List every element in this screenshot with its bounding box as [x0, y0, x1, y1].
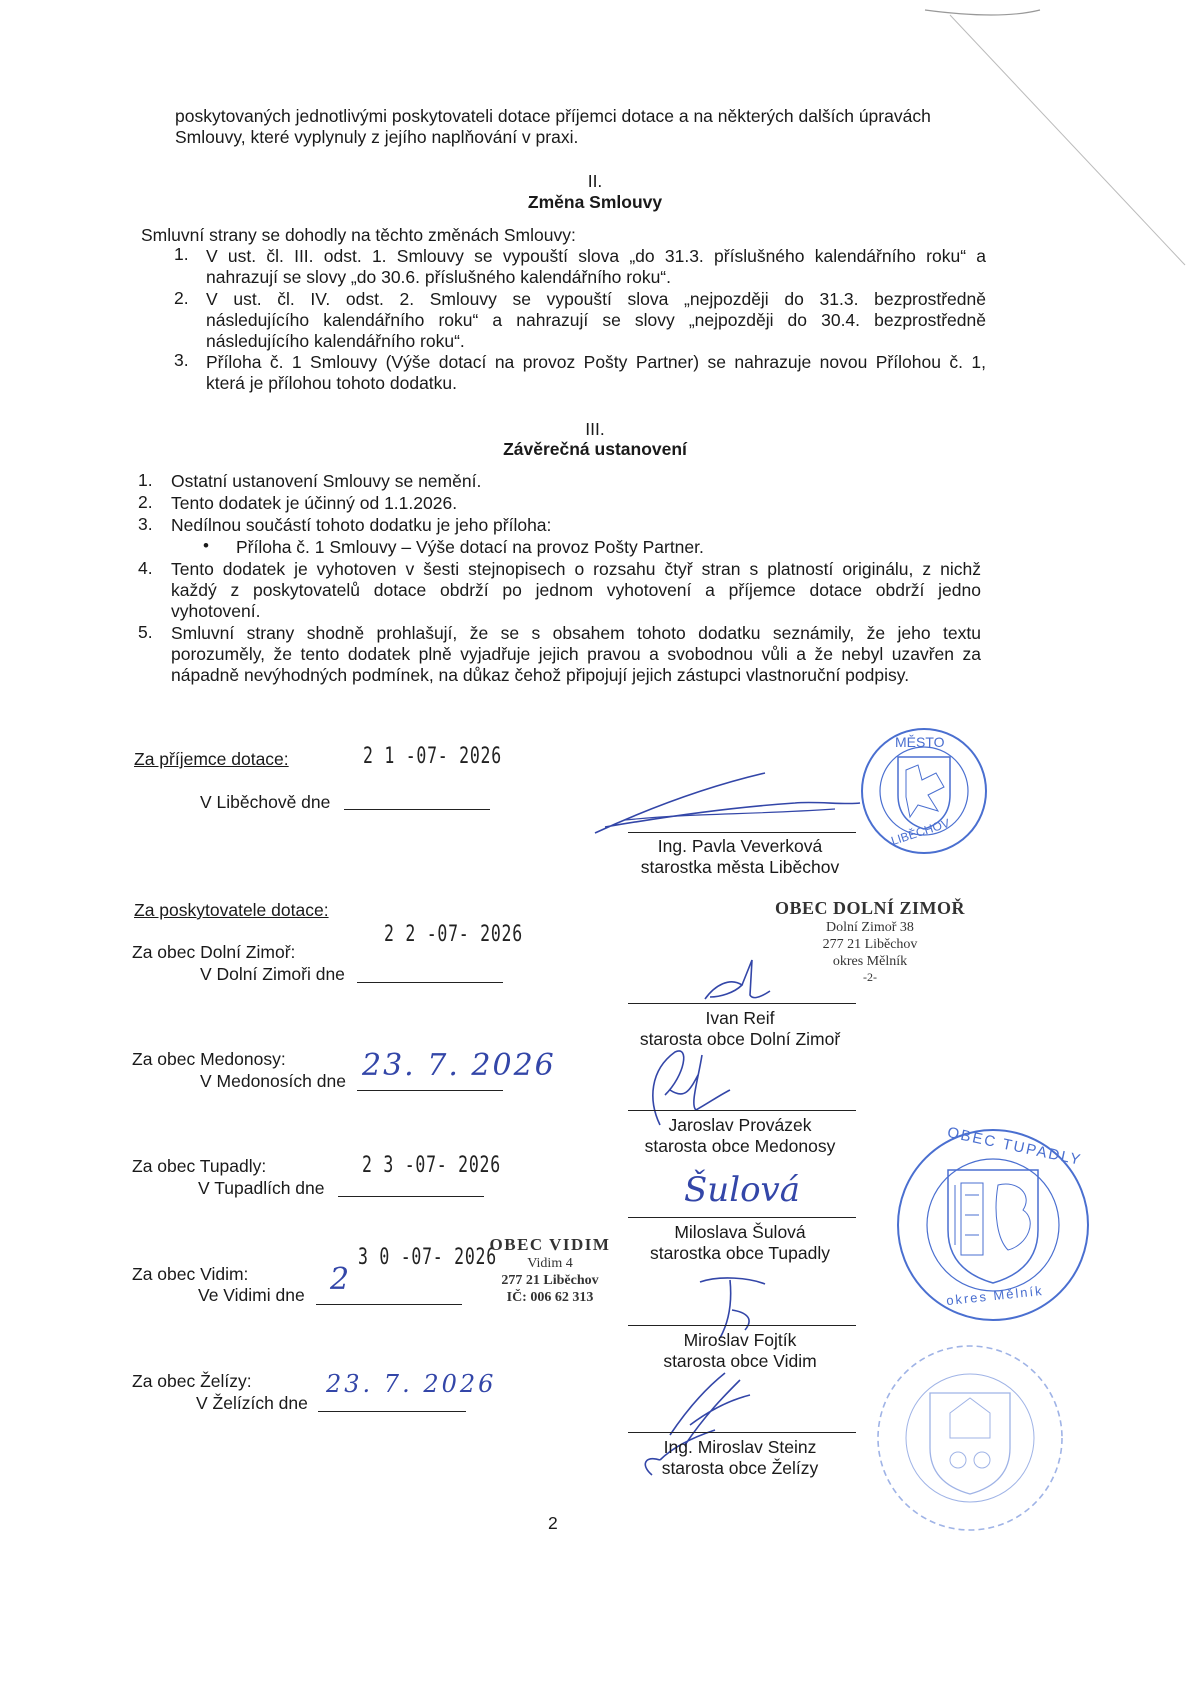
section-3-title: Závěrečná ustanovení	[503, 439, 687, 459]
s3-item-4-line1: Tento dodatek je vyhotoven v šesti stejnopisech o rozsahu čtyř stran s platností originálu, z nichž	[171, 559, 981, 579]
zelizy-party: Za obec Želízy:	[132, 1371, 252, 1391]
s2-item-1-num: 1.	[174, 244, 189, 264]
dz-stamp-line1: OBEC DOLNÍ ZIMOŘ	[774, 898, 966, 918]
section-2-lead: Smluvní strany se dohodly na těchto změnách Smlouvy:	[141, 225, 576, 245]
vidim-stamp-line2: Vidim 4	[527, 1256, 573, 1271]
dolni-zimor-role: starosta obce Dolní Zimoř	[639, 1029, 841, 1049]
s2-item-1-text	[206, 246, 986, 288]
s3-item-5-line3: nápadně nevýhodných podmínek, na důkaz čehož připojují jejich zástupci vlastnoruční podpisy.	[171, 665, 910, 685]
recipient-signature	[585, 765, 875, 845]
s2-item-2-line1: V ust. čl. IV. odst. 2. Smlouvy se vypouští slova „nejpozději do 31.3. bezprostředně	[206, 289, 986, 309]
s2-item-3-line1: Příloha č. 1 Smlouvy (Výše dotací na provoz Pošty Partner) se nahrazuje novou Přílohou č. 1,	[206, 352, 986, 372]
s3-item-5-line1: Smluvní strany shodně prohlašují, že se s obsahem tohoto dodatku seznámily, že jeho textu	[171, 623, 981, 643]
dolni-zimor-name: Ivan Reif	[705, 1008, 775, 1028]
s2-item-1-line1: V ust. čl. III. odst. 1. Smlouvy se vypouští slova „do 31.3. příslušného kalendářního roku“ a	[206, 246, 986, 266]
vidim-stamp-line4: IČ: 006 62 313	[506, 1290, 594, 1305]
vidim-date-line	[316, 1304, 462, 1305]
recipient-role: starostka města Liběchov	[640, 857, 840, 877]
s2-item-3-num: 3.	[174, 350, 189, 370]
s3-item-5-text	[171, 623, 981, 686]
section-2-title: Změna Smlouvy	[527, 192, 663, 212]
dz-stamp-line4: okres Mělník	[832, 954, 908, 969]
recipient-label: Za příjemce dotace:	[134, 749, 289, 769]
tupadly-stamp-bottom: okres Mělník	[945, 1282, 1045, 1309]
tupadly-signature: Šulová	[684, 1170, 801, 1210]
medonosy-place: V Medonosích dne	[200, 1071, 346, 1091]
s3-item-4-num: 4.	[138, 558, 153, 578]
dolni-zimor-stamp	[760, 898, 980, 985]
s2-item-1-line2: nahrazují se slovy „do 30.6. příslušného kalendářního roku“.	[206, 267, 671, 287]
vidim-hand-mark: 2	[330, 1262, 350, 1297]
s2-item-2-num: 2.	[174, 288, 189, 308]
dolni-zimor-signature-line	[628, 1003, 856, 1004]
recipient-signature-line	[628, 832, 856, 833]
recipient-name: Ing. Pavla Veverková	[657, 836, 823, 856]
vidim-signature-line	[628, 1325, 856, 1326]
s3-item-5-line2: porozuměly, že tento dodatek plně vyjadřuje jejich pravou a svobodnou vůli a že nebyl uzavřen za	[171, 644, 981, 664]
tupadly-place: V Tupadlích dne	[198, 1178, 325, 1198]
s3-item-4-line2: každý z poskytovatelů dotace obdrží po jednom vyhotovení a příjemce dotace obdrží jedno	[171, 580, 981, 600]
medonosy-name: Jaroslav Provázek	[668, 1115, 812, 1135]
dz-stamp-line5: -2-	[863, 970, 877, 984]
libechov-stamp-top: MĚSTO	[895, 734, 945, 750]
recipient-date-line	[344, 809, 490, 810]
recipient-date-stamp: 2 1 -07- 2026	[363, 744, 502, 769]
s3-item-5-num: 5.	[138, 622, 153, 642]
zelizy-role: starosta obce Želízy	[661, 1458, 819, 1478]
s2-item-3-line2: která je přílohou tohoto dodatku.	[206, 373, 458, 393]
medonosy-date-handwritten: 23. 7. 2026	[362, 1048, 556, 1083]
tupadly-party: Za obec Tupadly:	[132, 1156, 267, 1176]
recipient-place: V Liběchově dne	[200, 792, 331, 812]
dz-stamp-line3: 277 21 Liběchov	[822, 937, 918, 952]
intro-paragraph	[175, 106, 995, 148]
s2-item-2-text	[206, 289, 986, 352]
tupadly-date-line	[338, 1196, 484, 1197]
zelizy-date-handwritten: 23. 7. 2026	[326, 1370, 497, 1398]
dolni-zimor-date-line	[357, 982, 503, 983]
bullet-icon: •	[203, 536, 209, 555]
section-3-number: III.	[585, 419, 605, 439]
vidim-name: Miroslav Fojtík	[683, 1330, 797, 1350]
s3-item-4-line3: vyhotovení.	[171, 601, 261, 621]
s3-bullet-text: Příloha č. 1 Smlouvy – Výše dotací na provoz Pošty Partner.	[236, 537, 704, 557]
tupadly-role: starostka obce Tupadly	[650, 1243, 830, 1263]
page-number: 2	[548, 1513, 558, 1533]
s3-item-1-num: 1.	[138, 470, 153, 490]
intro-line-1: poskytovaných jednotlivými poskytovateli dotace příjemci dotace a na některých dalších úpravách	[175, 106, 931, 126]
s3-item-3-num: 3.	[138, 514, 153, 534]
dolni-zimor-signature	[690, 955, 790, 1005]
medonosy-role: starosta obce Medonosy	[644, 1136, 836, 1156]
medonosy-party: Za obec Medonosy:	[132, 1049, 286, 1069]
zelizy-stamp	[870, 1338, 1070, 1538]
zelizy-place: V Želízích dne	[196, 1393, 308, 1413]
tupadly-stamp-top: OBEC TUPADLY	[945, 1123, 1084, 1170]
s3-item-4-text	[171, 559, 981, 622]
s3-item-3-text: Nedílnou součástí tohoto dodatku je jeho příloha:	[171, 515, 552, 535]
dz-stamp-line2: Dolní Zimoř 38	[826, 920, 914, 935]
zelizy-signature-line	[628, 1432, 856, 1433]
dolni-zimor-place: V Dolní Zimoři dne	[200, 964, 345, 984]
s3-item-1-text: Ostatní ustanovení Smlouvy se nemění.	[171, 471, 482, 491]
vidim-party: Za obec Vidim:	[132, 1264, 249, 1284]
vidim-date: 3 0 -07- 2026	[358, 1245, 497, 1270]
vidim-stamp	[474, 1235, 626, 1306]
s2-item-3-text	[206, 352, 986, 394]
providers-label: Za poskytovatele dotace:	[134, 900, 329, 920]
dolni-zimor-date: 2 2 -07- 2026	[384, 922, 523, 947]
vidim-role: starosta obce Vidim	[663, 1351, 817, 1371]
vidim-stamp-line1: OBEC VIDIM	[489, 1235, 611, 1254]
medonosy-signature-line	[628, 1110, 856, 1111]
tupadly-signature-line	[628, 1217, 856, 1218]
vidim-stamp-line3: 277 21 Liběchov	[501, 1273, 599, 1288]
intro-line-2: Smlouvy, které vyplynuly z jejího naplňování v praxi.	[175, 127, 579, 147]
s2-item-2-line3: následujícího kalendářního roku“.	[206, 331, 465, 351]
tupadly-date: 2 3 -07- 2026	[362, 1153, 501, 1178]
s3-item-2-text: Tento dodatek je účinný od 1.1.2026.	[171, 493, 458, 513]
zelizy-date-line	[318, 1411, 466, 1412]
medonosy-date-line	[357, 1090, 503, 1091]
dolni-zimor-party: Za obec Dolní Zimoř:	[132, 942, 296, 962]
section-2-number: II.	[587, 171, 603, 191]
libechov-stamp-bottom: LIBĚCHOV	[889, 815, 952, 849]
s2-item-2-line2: následujícího kalendářního roku“ a nahrazují se slovy „nejpozději do 30.4. bezprostředně	[206, 310, 986, 330]
vidim-place: Ve Vidimi dne	[198, 1285, 305, 1305]
zelizy-name: Ing. Miroslav Steinz	[663, 1437, 817, 1457]
s3-item-2-num: 2.	[138, 492, 153, 512]
tupadly-name: Miloslava Šulová	[674, 1222, 806, 1242]
